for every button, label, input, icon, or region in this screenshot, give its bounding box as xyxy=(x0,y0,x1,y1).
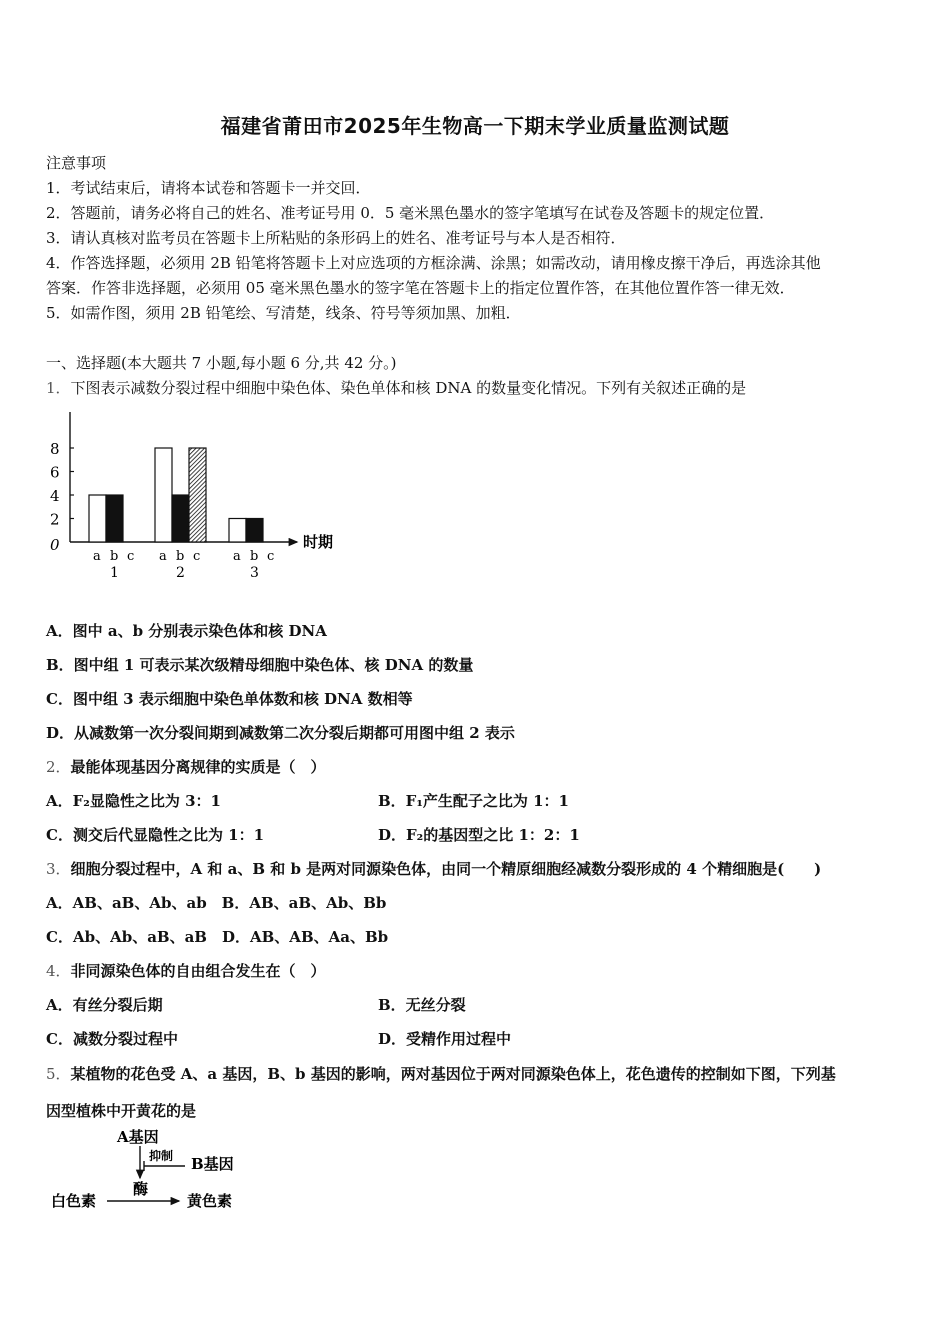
origin-label: 0 xyxy=(50,536,60,554)
inhibit-label: 抑制 xyxy=(149,1149,174,1163)
bar-letter: b xyxy=(110,549,119,564)
q1-option-d[interactable]: D．从减数第一次分裂间期到减数第二次分裂后期都可用图中组 2 表示 xyxy=(46,724,515,742)
bar-letter: a xyxy=(93,549,101,564)
bar-b-group-2 xyxy=(172,495,189,542)
q3-options-cd[interactable]: C．Ab、Ab、aB、aB D．AB、AB、Aa、Bb xyxy=(46,928,389,946)
question-text: 最能体现基因分离规律的实质是（ ） xyxy=(70,758,326,776)
q4-option-a[interactable]: A．有丝分裂后期 xyxy=(46,996,163,1014)
q4-option-c[interactable]: C．减数分裂过程中 xyxy=(46,1030,178,1048)
question-2-stem xyxy=(46,756,326,777)
bar-c-group-2 xyxy=(189,448,206,542)
question-text: 下图表示减数分裂过程中细胞中染色体、染色单体和核 DNA 的数量变化情况。下列有关叙述正确的是 xyxy=(70,379,747,397)
question-5-stem xyxy=(46,1063,836,1084)
y-tick-label: 4 xyxy=(50,487,60,505)
question-number: 1． xyxy=(46,379,71,397)
category-label: 2 xyxy=(176,565,185,581)
question-text: 细胞分裂过程中，A 和 a、B 和 b 是两对同源染色体，由同一个精原细胞经减数分裂形成的 4 个精细胞是( ) xyxy=(70,860,822,878)
white-pigment-label: 白色素 xyxy=(51,1192,97,1210)
q1-option-b[interactable]: B．图中组 1 可表示某次级精母细胞中染色体、核 DNA 的数量 xyxy=(46,656,474,674)
question-text: 非同源染色体的自由组合发生在（ ） xyxy=(70,962,326,980)
y-tick-label: 2 xyxy=(50,510,60,529)
bar-letter: c xyxy=(127,549,135,564)
yellow-pigment-label: 黄色素 xyxy=(187,1192,233,1210)
q2-option-b[interactable]: B．F₁产生配子之比为 1：1 xyxy=(378,792,569,810)
question-5-stem-cont: 因型植株中开黄花的是 xyxy=(46,1102,197,1120)
question-number: 2． xyxy=(46,758,71,776)
question-3-stem xyxy=(46,858,821,879)
q2-option-d[interactable]: D．F₂的基因型之比 1：2：1 xyxy=(378,826,580,844)
category-label: 1 xyxy=(110,565,119,581)
question-number: 3． xyxy=(46,860,71,878)
enzyme-label: 酶 xyxy=(133,1180,149,1198)
notice-item-5: 5．如需作图，须用 2B 铅笔绘、写清楚，线条、符号等须加黑、加粗． xyxy=(46,304,521,322)
notice-item-3: 3．请认真核对监考员在答题卡上所粘贴的条形码上的姓名、准考证号与本人是否相符． xyxy=(46,229,626,247)
bar-letter: b xyxy=(176,549,185,564)
section-heading: 一、选择题(本大题共 7 小题,每小题 6 分,共 42 分。) xyxy=(46,354,397,372)
bar-a-group-1 xyxy=(89,495,106,542)
q4-option-d[interactable]: D．受精作用过程中 xyxy=(378,1030,512,1048)
question-text: 某植物的花色受 A、a 基因，B、b 基因的影响，两对基因位于两对同源染色体上，花色遗传的控制如下图，下列基 xyxy=(70,1065,836,1083)
notice-item-2: 2．答题前，请务必将自己的姓名、准考证号用 0．5 毫米黑色墨水的签字笔填写在试卷及答题卡的规定位置． xyxy=(46,204,775,222)
q3-options-ab[interactable]: A．AB、aB、Ab、ab B．AB、aB、Ab、Bb xyxy=(46,894,387,912)
q1-option-a[interactable]: A．图中 a、b 分别表示染色体和核 DNA xyxy=(46,622,327,640)
y-tick-label: 6 xyxy=(50,463,60,482)
notice-item-4: 4．作答选择题，必须用 2B 铅笔将答题卡上对应选项的方框涂满、涂黑；如需改动，请用橡皮擦干净后，再选涂其他 xyxy=(46,254,821,272)
bar-letter: b xyxy=(250,549,259,564)
bar-b-group-1 xyxy=(106,495,123,542)
page-title: 福建省莆田市2025年生物高一下期末学业质量监测试题 xyxy=(220,114,730,138)
bar-letter: a xyxy=(233,549,241,564)
gene-b-label: B基因 xyxy=(191,1155,234,1173)
bar-b-group-3 xyxy=(246,519,263,543)
gene-a-label: A基因 xyxy=(117,1128,159,1146)
q1-option-c[interactable]: C．图中组 3 表示细胞中染色单体数和核 DNA 数相等 xyxy=(46,690,413,708)
category-label: 3 xyxy=(250,565,259,581)
x-axis-label: 时期 xyxy=(303,533,334,551)
q4-option-b[interactable]: B．无丝分裂 xyxy=(378,996,466,1014)
question-number: 5． xyxy=(46,1065,71,1083)
bar-letter: c xyxy=(193,549,201,564)
y-tick-label: 8 xyxy=(50,440,60,458)
notice-heading: 注意事项 xyxy=(46,154,107,172)
question-number: 4． xyxy=(46,962,71,980)
q2-option-a[interactable]: A．F₂显隐性之比为 3：1 xyxy=(46,792,221,810)
bar-a-group-3 xyxy=(229,519,246,543)
question-1-stem xyxy=(46,377,746,398)
bar-letter: c xyxy=(267,549,275,564)
question-4-stem xyxy=(46,960,326,981)
q2-option-c[interactable]: C．测交后代显隐性之比为 1：1 xyxy=(46,826,265,844)
bar-chart xyxy=(40,400,360,585)
notice-item-1: 1．考试结束后，请将本试卷和答题卡一并交回． xyxy=(46,179,371,197)
notice-item-4-cont: 答案．作答非选择题，必须用 05 毫米黑色墨水的签字笔在答题卡上的指定位置作答，在其他位置作答一律无效． xyxy=(46,279,795,297)
bar-letter: a xyxy=(159,549,167,564)
bar-a-group-2 xyxy=(155,448,172,542)
pathway-diagram xyxy=(45,1122,265,1217)
